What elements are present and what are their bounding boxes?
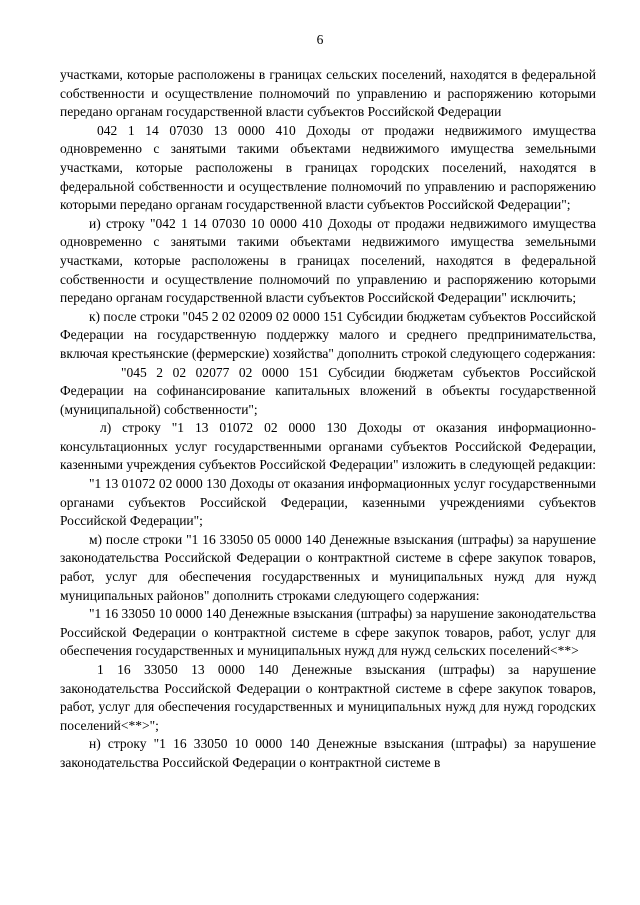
page-number: 6	[316, 32, 324, 47]
document-body	[60, 66, 596, 773]
paragraph: к) после строки "045 2 02 02009 02 0000 151 Субсидии бюджетам субъектов Российской Федерации на государственную поддержку малого и среднего предпринимательства, включая крестьянские (фермерские) хозяйства" дополнить строкой следующего содержания:	[60, 308, 596, 361]
paragraph: н) строку "1 16 33050 10 0000 140 Денежные взыскания (штрафы) за нарушение законодательства Российской Федерации о контрактной системе в	[60, 736, 596, 770]
paragraph: л) строку "1 13 01072 02 0000 130 Доходы от оказания информационно-консультационных услуг государственными органами субъектов Российской Федерации, казенными учреждения субъектов Российской Федерации" изложить в следующей редакции:	[60, 420, 596, 473]
paragraph: "045 2 02 02077 02 0000 151 Субсидии бюджетам субъектов Российской Федерации на софинансирование капитальных вложений в объекты государственной (муниципальной) собственности";	[60, 364, 596, 417]
paragraph: "1 16 33050 10 0000 140 Денежные взыскания (штрафы) за нарушение законодательства Российской Федерации о контрактной системе в сфере закупок товаров, работ, услуг для обеспечения государственных и муниципальных нужд для нужд сельских поселений<**>	[60, 606, 596, 659]
paragraph: 1 16 33050 13 0000 140 Денежные взыскания (штрафы) за нарушение законодательства Российской Федерации о контрактной системе в сфере закупок товаров, работ, услуг для обеспечения государственных и муниципальных нужд для нужд городских поселений<**>";	[60, 662, 596, 733]
paragraph: и) строку "042 1 14 07030 10 0000 410 Доходы от продажи недвижимого имущества одновременно с занятыми такими объектами недвижимого имущества земельными участками, которые расположены в границах поселений, находятся в федеральной собственности и осуществление полномочий по управлению и распоряжению которыми передано органам государственной власти субъектов Российской Федерации" исключить;	[60, 215, 596, 306]
paragraph: "1 13 01072 02 0000 130 Доходы от оказания информационных услуг государственными органами субъектов Российской Федерации, казенными учреждениями субъектов Российской Федерации";	[60, 476, 596, 529]
paragraph: 042 1 14 07030 13 0000 410 Доходы от продажи недвижимого имущества одновременно с занятыми такими объектами недвижимого имущества земельными участками, которые расположены в границах городских поселений, находятся в федеральной собственности и осуществление полномочий по управлению и распоряжению которыми передано органам государственной власти субъектов Российской Федерации";	[60, 122, 596, 213]
paragraph: участками, которые расположены в границах сельских поселений, находятся в федеральной собственности и осуществление полномочий по управлению и распоряжению которыми передано органам государственной власти субъектов Российской Федерации	[60, 67, 596, 120]
paragraph: м) после строки "1 16 33050 05 0000 140 Денежные взыскания (штрафы) за нарушение законодательства Российской Федерации о контрактной системе в сфере закупок товаров, работ, услуг для обеспечения государственных и муниципальных нужд для нужд муниципальных районов" дополнить строками следующего содержания:	[60, 531, 596, 603]
